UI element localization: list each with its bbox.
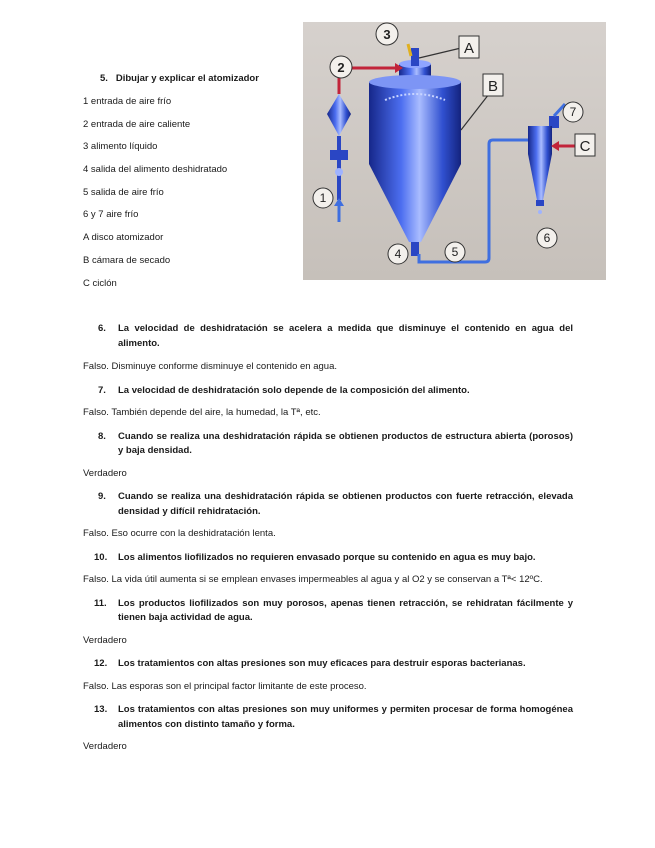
spray-dryer-figure <box>303 22 606 280</box>
question-text: Cuando se realiza una deshidratación rápida se obtienen productos de estructura abierta (porosos) y baja densidad. <box>118 430 573 456</box>
question-item <box>98 322 573 351</box>
question-number: 6. <box>98 323 106 334</box>
question-text: La velocidad de deshidratación se acelera a medida que disminuye el contenido en agua del alimento. <box>118 323 573 349</box>
question-number: 12. <box>94 658 108 669</box>
question-item <box>98 430 573 459</box>
question-number: 11. <box>94 597 107 609</box>
legend-item: C ciclón <box>83 277 117 289</box>
answer-text: Falso. También depende del aire, la humedad, la Tª, etc. <box>83 407 321 418</box>
label-4 <box>388 244 408 264</box>
question-text: Los tratamientos con altas presiones son muy uniformes y permiten procesar de forma homogénea alimentos con distinto tamaño y forma. <box>118 704 573 730</box>
legend-item: B cámara de secado <box>83 254 171 266</box>
question-item <box>98 490 573 519</box>
legend-item: 3 alimento líquido <box>83 141 158 153</box>
question-number: 5. <box>100 73 108 84</box>
svg-text:4: 4 <box>394 247 402 261</box>
question-number: 13. <box>94 704 108 715</box>
legend-item: 6 y 7 aire frío <box>83 209 139 221</box>
answer-text: Falso. Las esporas son el principal factor limitante de este proceso. <box>83 680 367 692</box>
question-text: Dibujar y explicar el atomizador <box>115 73 259 84</box>
question-number: 10. <box>94 551 108 563</box>
answer-text: Falso. Disminuye conforme disminuye el contenido en agua. <box>83 361 337 372</box>
label-B <box>483 74 503 96</box>
svg-text:5: 5 <box>451 245 459 259</box>
label-6 <box>537 228 557 248</box>
answer-text: Verdadero <box>83 741 127 752</box>
label-A <box>459 36 479 58</box>
label-3 <box>376 23 398 45</box>
legend-item: 2 entrada de aire caliente <box>83 118 191 130</box>
question-item <box>94 551 573 566</box>
question-item <box>98 384 573 399</box>
legend-item: 5 salida de aire frío <box>83 186 164 198</box>
question-number: 7. <box>98 384 106 396</box>
svg-text:2: 2 <box>337 60 345 75</box>
svg-text:1: 1 <box>319 191 327 205</box>
question-item <box>94 703 573 732</box>
question-text: La velocidad de deshidratación solo depende de la composición del alimento. <box>118 384 470 396</box>
svg-text:6: 6 <box>543 231 551 245</box>
question-5-heading <box>100 73 259 84</box>
questions-list <box>0 318 655 755</box>
question-text: Los alimentos liofilizados no requieren envasado porque su contenido en agua es muy bajo. <box>118 551 536 563</box>
legend-item: 1 entrada de aire frío <box>83 96 172 107</box>
label-7 <box>563 102 583 122</box>
legend-item: A disco atomizador <box>83 232 164 244</box>
question-item <box>94 597 573 626</box>
question-text: Los tratamientos con altas presiones son muy eficaces para destruir esporas bacterianas. <box>118 658 526 669</box>
legend-item: 4 salida del alimento deshidratado <box>83 164 228 176</box>
question-item <box>94 657 573 672</box>
question-number: 8. <box>98 430 106 442</box>
answer-text: Falso. La vida útil aumenta si se emplean envases impermeables al agua y al O2 y se conservan a Tª< 12ºC. <box>83 574 543 585</box>
atomizer-legend <box>83 96 227 300</box>
answer-text: Verdadero <box>83 467 127 479</box>
question-text: Los productos liofilizados son muy porosos, apenas tienen retracción, se rehidratan fácilmente y tienen baja actividad de agua. <box>118 597 573 623</box>
svg-text:3: 3 <box>383 27 391 42</box>
svg-text:7: 7 <box>569 105 577 119</box>
svg-text:A: A <box>463 40 475 57</box>
answer-text: Verdadero <box>83 634 127 646</box>
label-2 <box>330 56 352 78</box>
question-number: 9. <box>98 491 106 502</box>
answer-text: Falso. Eso ocurre con la deshidratación lenta. <box>83 528 276 539</box>
label-5 <box>445 242 465 262</box>
svg-text:B: B <box>487 78 499 95</box>
svg-text:C: C <box>579 138 591 155</box>
question-text: Cuando se realiza una deshidratación rápida se obtienen productos con fuerte retracción, elevada densidad y difícil rehidratación. <box>118 491 573 517</box>
label-C <box>575 134 595 156</box>
label-1 <box>313 188 333 208</box>
